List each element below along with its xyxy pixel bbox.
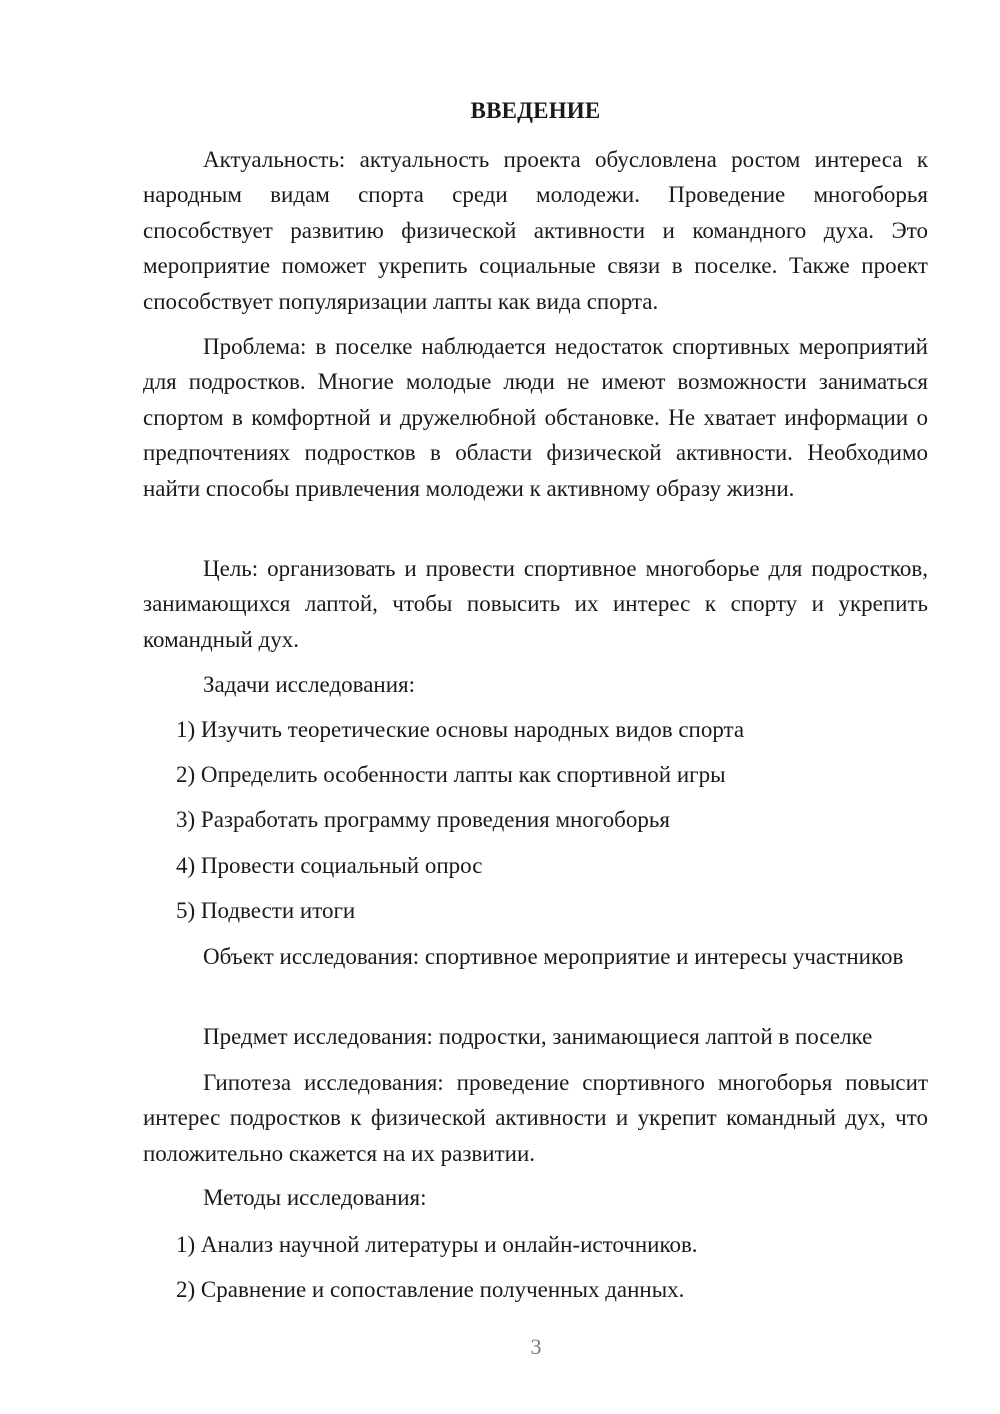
hypothesis-paragraph: Гипотеза исследования: проведение спортивного многоборья повысит интерес подростков к физической активности и укрепит командный дух, что положительно скажется на их развитии. [143,1070,928,1166]
method-item: 2) Сравнение и сопоставление полученных данных. [176,1277,685,1302]
object-paragraph: Объект исследования: спортивное мероприятие и интересы участников [203,944,904,969]
method-item: 1) Анализ научной литературы и онлайн-источников. [176,1232,698,1257]
goal-paragraph: Цель: организовать и провести спортивное многоборье для подростков, занимающихся лаптой, чтобы повысить их интерес к спорту и укрепить командный дух. [143,556,928,652]
page-number: 3 [530,1334,542,1359]
tasks-heading: Задачи исследования: [203,672,416,697]
subject-paragraph: Предмет исследования: подростки, занимающиеся лаптой в поселке [203,1024,873,1049]
task-item: 1) Изучить теоретические основы народных видов спорта [176,717,745,742]
relevance-paragraph: Актуальность: актуальность проекта обусловлена ростом интереса к народным видам спорта среди молодежи. Проведение многоборья способствует развитию физической активности и командного духа. Это мероприятие поможет укрепить социальные связи в поселке. Также проект способствует популяризации лапты как вида спорта. [143,147,928,314]
task-item: 3) Разработать программу проведения многоборья [176,807,670,832]
methods-heading: Методы исследования: [203,1185,427,1210]
problem-paragraph: Проблема: в поселке наблюдается недостаток спортивных мероприятий для подростков. Многие молодые люди не имеют возможности заниматься спортом в комфортной и дружелюбной обстановке. Не хватает информации о предпочтениях подростков в области физической активности. Необходимо найти способы привлечения молодежи к активному образу жизни. [143,334,928,501]
task-item: 4) Провести социальный опрос [176,853,483,878]
task-item: 5) Подвести итоги [176,898,356,923]
section-title: ВВЕДЕНИЕ [470,98,601,123]
task-item: 2) Определить особенности лапты как спортивной игры [176,762,726,787]
